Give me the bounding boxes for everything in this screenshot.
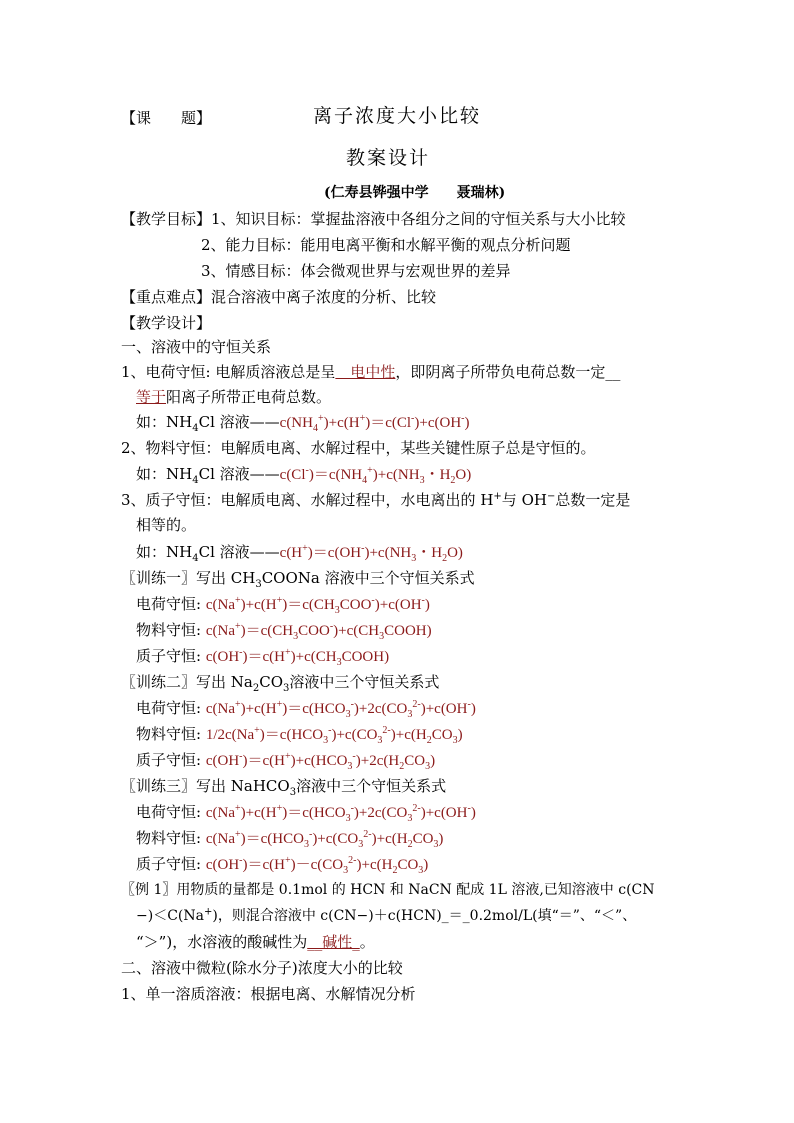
example-prefix: 如： (136, 465, 167, 483)
goal-2: 2、能力目标：能用电离平衡和水解平衡的观点分析问题 (201, 236, 571, 254)
charge-label: 电荷守恒: (136, 699, 202, 717)
proton-label: 质子守恒: (136, 751, 202, 769)
training-1-proton: 质子守恒: $c(OH^-)=c(H^+)+c(CH_3COOH)$ (136, 647, 390, 668)
charge-answer-2: 等于 (136, 388, 167, 406)
goal-1: 1、知识目标：掌握盐溶液中各组分之间的守恒关系与大小比较 (211, 210, 626, 228)
page-subtitle: 教案设计 (346, 147, 431, 169)
page-title: 离子浓度大小比较 (313, 105, 482, 127)
material-label: 物料守恒: (136, 725, 202, 743)
training-2-proton: 质子守恒: $c(OH^-)=c(H^+)+c(HCO_3^-)+2c(H_2CO_3)$ (136, 751, 436, 772)
charge-rule-text-2: ，即阴离子所带负电荷总数一定__ (395, 363, 621, 381)
example-prefix: 如： (136, 413, 167, 431)
proton-example: 如：$NH_4Cl$ 溶液$——c(H^+)=c(OH^-)+c(NH_3$・$H_2O$) (136, 543, 463, 564)
charge-label: 电荷守恒: (136, 803, 202, 821)
author-line: (仁寿县铧强中学 聂瑞林) (324, 185, 506, 201)
section2-sub1: 1、单一溶质溶液：根据电离、水解情况分析 (121, 985, 416, 1003)
proton-text-b: 与 OH (501, 491, 547, 509)
training-1-title-b: COONa 溶液中三个守恒关系式 (261, 569, 475, 587)
proton-text-a: 3、质子守恒：电解质电离、水解过程中，水电离出的 H (121, 491, 494, 509)
material-label: 物料守恒: (136, 621, 202, 639)
proton-label: 质子守恒: (136, 647, 202, 665)
training-3-charge: 电荷守恒: $c(Na^+)+c(H^+)=c(HCO_3^-)+2c(CO_3^{2-})+c(OH^-)$ (136, 803, 476, 824)
goals-row-1 (121, 209, 626, 229)
example-1-line-2: −)＜C(Na+)，则混合溶液中 c(CN−)＋c(HCN)_＝_0.2mol/L(填“＝”、“＜”、 (136, 906, 637, 924)
training-3-proton: 质子守恒: $c(OH^-)=c(H^+)-c(CO_3^{2-})+c(H_2CO_3)$ (136, 855, 429, 876)
proton-rule: 3、质子守恒：电解质电离、水解过程中，水电离出的 H+与 OH−总数一定是 (121, 491, 631, 509)
charge-example: 如：$NH_4Cl$ 溶液$——c(NH_4^+)+c(H^+)=c(Cl^-)+c(OH^-)$ (136, 413, 470, 434)
proton-text-c: 总数一定是 (555, 491, 631, 509)
training-2-material: 物料守恒: $1/2c(Na^+)=c(HCO_3^-)+c(CO_3^{2-})+c(H_2CO_3)$ (136, 725, 463, 746)
goal-3: 3、情感目标：体会微观世界与宏观世界的差异 (201, 262, 511, 280)
charge-rule-cont (136, 387, 331, 407)
goals-label: 【教学目标】 (121, 210, 212, 228)
proton-label: 质子守恒: (136, 855, 202, 873)
training-1-material: 物料守恒: $c(Na^+)=c(CH_3COO^-)+c(CH_3COOH)$ (136, 621, 432, 642)
training-3-title: 〖训练三〗写出 NaHCO$_3$溶液中三个守恒关系式 (121, 777, 447, 798)
example-1-text-c: )，则混合溶液中 c(CN−)＋c(HCN)_＝_0.2mol/L(填“＝”、“＜”、 (212, 908, 637, 924)
example-1-text-d: “＞”)，水溶液的酸碱性为 (136, 933, 308, 951)
charge-rule-text: 1、电荷守恒: 电解质溶液总是呈 (121, 363, 336, 381)
section2-heading: 二、溶液中微粒(除水分子)浓度大小的比较 (121, 959, 403, 977)
training-1-title-a: 〖训练一〗写出 CH (121, 569, 256, 587)
charge-answer-1: 电中性 (335, 363, 396, 381)
training-2-title-a: 〖训练二〗写出 Na (121, 673, 253, 691)
training-1-title: 〖训练一〗写出 $CH_3COONa$ 溶液中三个守恒关系式 (121, 569, 475, 590)
design-label: 【教学设计】 (121, 314, 212, 332)
focus-row (121, 287, 436, 307)
example-1-answer: __碱性_ (307, 933, 360, 951)
training-3-title-b: 溶液中三个守恒关系式 (296, 777, 447, 795)
training-3-title-a: 〖训练三〗写出 NaHCO (121, 777, 290, 795)
training-2-title: 〖训练二〗写出 $Na_2CO_3$溶液中三个守恒关系式 (121, 673, 440, 694)
focus-text: 混合溶液中离子浓度的分析、比较 (211, 288, 437, 306)
training-1-charge: 电荷守恒: $c(Na^+)+c(H^+)=c(CH_3COO^-)+c(OH^-)$ (136, 595, 430, 616)
example-1-line-3 (136, 932, 375, 952)
charge-rule-text-3: 阳离子所带正电荷总数。 (166, 388, 332, 406)
material-example: 如：$NH_4Cl$ 溶液$——c(Cl^-)=c(NH_4^+)+c(NH_3$・$H_2O$) (136, 465, 472, 486)
section1-heading: 一、溶液中的守恒关系 (121, 338, 272, 356)
example-1-text-b: −)＜C(Na (136, 908, 204, 924)
training-3-material: 物料守恒: $c(Na^+)=c(HCO_3^-)+c(CO_3^{2-})+c(H_2CO_3)$ (136, 829, 444, 850)
charge-rule (121, 362, 620, 382)
example-1-line-1: 〖例 1〗用物质的量都是 0.1mol 的 HCN 和 NaCN 配成 1L 溶液,已知溶液中 c(CN (121, 882, 655, 898)
example-1-end: 。 (359, 933, 375, 951)
focus-label: 【重点难点】 (121, 288, 212, 306)
material-label: 物料守恒: (136, 829, 202, 847)
topic-label: 【课 题】 (121, 109, 212, 127)
training-2-charge: 电荷守恒: $c(Na^+)+c(H^+)=c(HCO_3^-)+2c(CO_3^{2-})+c(OH^-)$ (136, 699, 476, 720)
charge-label: 电荷守恒: (136, 595, 202, 613)
training-2-title-b: 溶液中三个守恒关系式 (289, 673, 440, 691)
material-rule: 2、物料守恒：电解质电离、水解过程中，某些关键性原子总是守恒的。 (121, 439, 596, 457)
proton-rule-cont: 相等的。 (136, 516, 197, 534)
example-prefix: 如： (136, 543, 167, 561)
